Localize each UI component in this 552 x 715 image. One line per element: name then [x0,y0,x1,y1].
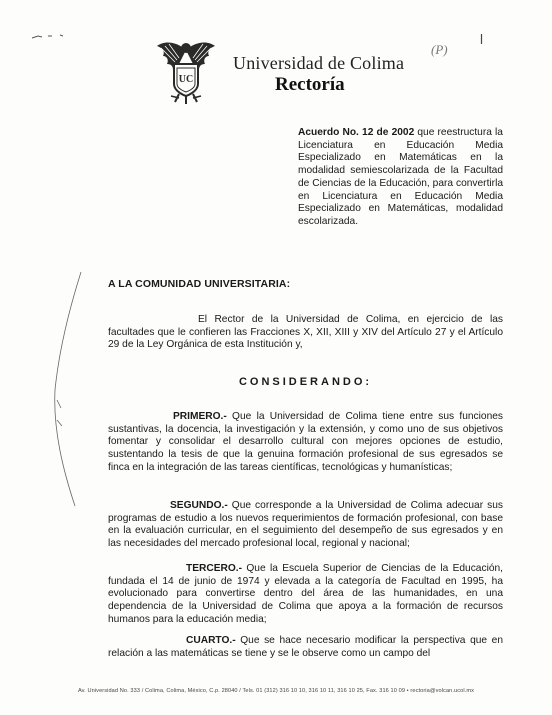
university-crest-logo [155,38,217,104]
pen-scribble-mark [30,30,80,42]
consideration-lead: SEGUNDO.- [170,500,228,511]
consideration-paragraph [108,563,503,627]
footer-address: Av. Universidad No. 333 / Colima, Colima, México, C.p. 28040 / Tels. 01 (312) 316 10 10, 316 10 11, 316 10 25, Fax. 316 10 09 • rectoria@volcan.ucol.mx [77,688,475,694]
considerando-heading: CONSIDERANDO: [238,376,373,388]
consideration-text: Que corresponde a la Universidad de Colima adecuar sus programas de estudio a los nuevos requerimientos de formación profesional, con base en la evaluación curricular, en el seguimiento del desempeño de sus egresados y en las necesidades del mercado profesional local, regional y nacional; [108,500,503,550]
consideration-lead: PRIMERO.- [173,411,227,422]
pen-tick-mark [480,34,483,44]
consideration-paragraph [108,411,503,475]
handwritten-page-mark: (P) [431,42,448,57]
office-title: Rectoría [275,74,345,95]
consideration-text: Que la Universidad de Colima tiene entre sus funciones sustantivas, la docencia, la investigación y la extensión, y como uno de sus objetivos fomentar y consolidar el desarrollo cultural con mejores opciones de estudio, sustentando la tesis de que la genuina formación profesional de sus egresados se finca en la integración de las tareas científicas, tecnológicas y humanísticas; [108,411,503,473]
intro-paragraph: El Rector de la Universidad de Colima, en ejercicio de las facultades que le confieren las Fracciones X, XII, XIII y XIV del Artículo 27 y el Artículo 29 de la Ley Orgánica de esta Institución y, [108,314,503,351]
agreement-text: que reestructura la Licenciatura en Educación Media Especializado en Matemáticas en la modalidad semiescolarizada de la Facultad de Ciencias de la Educación, para convertirla en Licenciatura en Educación Media Especializado en Matemáticas, modalidad escolarizada. [298,127,503,227]
consideration-text: Que la Escuela Superior de Ciencias de la Educación, fundada el 14 de junio de 1974 y elevada a la categoría de Facultad en 1995, ha evolucionado para convertirse dentro del área de las humanidades, en una dependencia de la Universidad de Colima que apoya a la formación de recursos humanos para la educación media; [108,563,503,625]
agreement-summary [298,127,503,229]
consideration-paragraph [108,635,503,660]
consideration-lead: CUARTO.- [186,635,236,646]
svg-text:UC: UC [178,74,194,85]
margin-pen-stroke [45,270,85,510]
addressee-heading: A LA COMUNIDAD UNIVERSITARIA: [108,278,291,290]
consideration-lead: TERCERO.- [186,563,243,574]
consideration-paragraph [108,500,503,551]
consideration-text: Que se hace necesario modificar la perspectiva que en relación a las matemáticas se tiene y se le observe como un campo del [108,635,503,659]
agreement-number: Acuerdo No. 12 de 2002 [298,127,415,138]
university-name: Universidad de Colima [233,53,405,73]
